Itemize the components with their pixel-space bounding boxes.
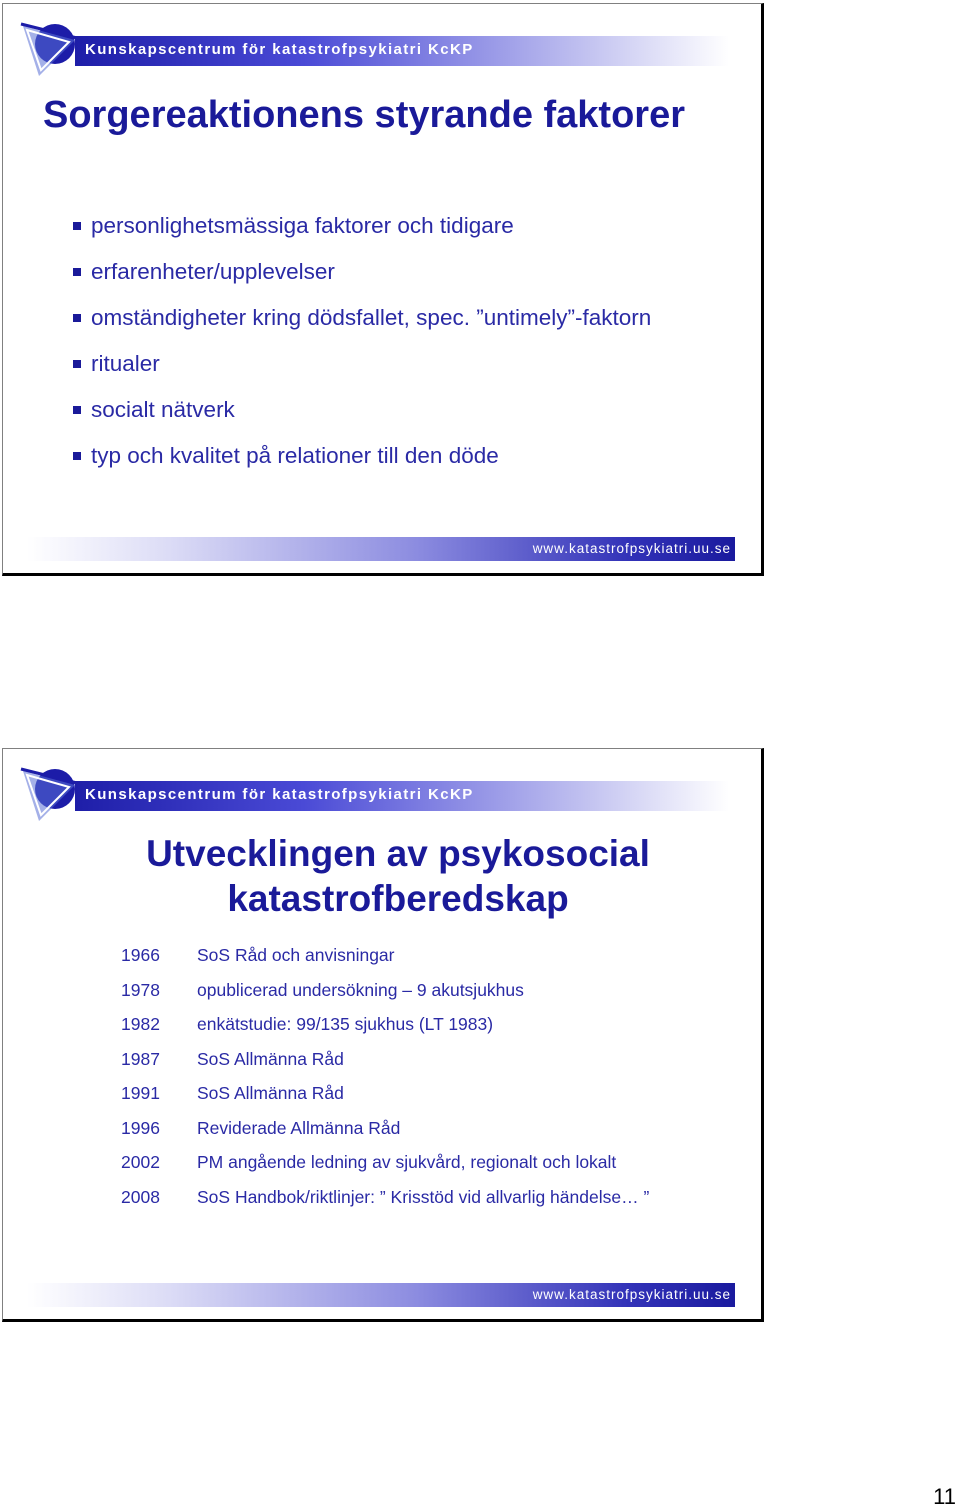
bullet-square-icon (73, 222, 81, 230)
footer-url: www.katastrofpsykiatri.uu.se (532, 541, 731, 556)
timeline-event: enkätstudie: 99/135 sjukhus (LT 1983) (197, 1014, 494, 1034)
bullet-item: socialt nätverk (73, 393, 651, 439)
header-band (75, 781, 729, 811)
header-text: Kunskapscentrum för katastrofpsykiatri KcKP (85, 41, 474, 58)
title-line-2: katastrofberedskap (227, 878, 569, 919)
timeline-year: 1987 (121, 1048, 160, 1069)
timeline-event: SoS Handbok/riktlinjer: ” Krisstöd vid allvarlig händelse… ” (197, 1186, 650, 1207)
bullet-square-icon (73, 360, 81, 368)
slide-1 (2, 3, 764, 576)
title-line-1: Utvecklingen av psykosocial (146, 833, 650, 874)
timeline-year: 2002 (121, 1152, 160, 1172)
timeline-event: Reviderade Allmänna Råd (197, 1117, 401, 1138)
slide-title: Sorgereaktionens styrande faktorer (43, 94, 686, 136)
bullet-square-icon (73, 314, 81, 322)
slide-2 (2, 748, 764, 1322)
timeline-year: 1982 (121, 1014, 160, 1034)
timeline-event: PM angående ledning av sjukvård, regionalt och lokalt (197, 1152, 617, 1172)
timeline-event: opublicerad undersökning – 9 akutsjukhus (197, 979, 524, 1000)
timeline-event: SoS Allmänna Råd (197, 1083, 344, 1103)
timeline-year: 1966 (121, 945, 160, 965)
timeline-year: 1991 (121, 1083, 160, 1103)
bullet-square-icon (73, 268, 81, 276)
slide-title (3, 831, 793, 921)
bullet-item: typ och kvalitet på relationer till den döde (73, 439, 651, 485)
bullet-item: ritualer (73, 347, 651, 393)
header-text: Kunskapscentrum för katastrofpsykiatri KcKP (85, 786, 474, 803)
bullet-item: erfarenheter/upplevelser (73, 255, 651, 301)
footer-url: www.katastrofpsykiatri.uu.se (532, 1287, 731, 1302)
header-band (75, 36, 729, 66)
bullet-square-icon (73, 452, 81, 460)
bullet-square-icon (73, 406, 81, 414)
footer-band (27, 1283, 735, 1307)
kckp-logo-icon (19, 18, 79, 80)
bullet-list (73, 209, 651, 485)
page-number: 11 (933, 1484, 956, 1509)
timeline-event: SoS Allmänna Råd (197, 1048, 344, 1069)
kckp-logo-icon (19, 763, 79, 825)
timeline-event: SoS Råd och anvisningar (197, 945, 395, 965)
bullet-item: omständigheter kring dödsfallet, spec. ”untimely”-faktorn (73, 301, 651, 347)
footer-band (27, 537, 735, 561)
timeline-year: 1996 (121, 1117, 160, 1138)
timeline-year: 1978 (121, 979, 160, 1000)
bullet-item: personlighetsmässiga faktorer och tidigare (73, 209, 651, 255)
timeline-year: 2008 (121, 1186, 160, 1207)
